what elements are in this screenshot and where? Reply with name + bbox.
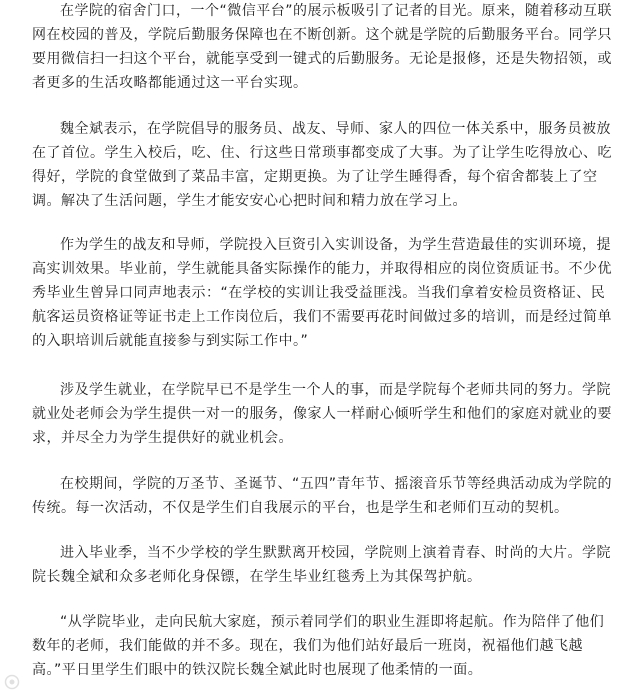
article-paragraph: 作为学生的战友和导师，学院投入巨资引入实训设备，为学生营造最佳的实训环境，提高实训效果。毕业前，学生就能具备实际操作的能力，并取得相应的岗位资质证书。不少优秀毕业生曾异口同声地表示：“在学校的实训让我受益匪浅。当我们拿着安检员资格证、民航客运员资格证等证书走上工作岗位后，我们不需要再花时间做过多的培训，而是经过简单的入职培训后就能直接参与到实际工作中。”: [32, 237, 612, 349]
article-paragraph: 进入毕业季，当不少学校的学生默默离开校园，学院则上演着青春、时尚的大片。学院院长魏全斌和众多老师化身保镖，在学生毕业红毯秀上为其保驾护航。: [32, 545, 611, 585]
article-paragraph: 在校期间，学院的万圣节、圣诞节、“五四”青年节、摇滚音乐节等经典活动成为学院的传统。每一次活动，不仅是学生们自我展示的平台，也是学生和老师们互动的契机。: [32, 476, 613, 516]
article-paragraph: 魏全斌表示，在学院倡导的服务员、战友、导师、家人的四位一体关系中，服务员被放在了首位。学生入校后，吃、住、行这些日常琐事都变成了大事。为了让学生吃得放心、吃得好，学院的食堂做到了菜品丰富，定期更换。为了让学生睡得香，每个宿舍都装上了空调。解决了生活问题，学生才能安安心心把时间和精力放在学习上。: [32, 121, 612, 209]
article-paragraph: 在学院的宿舍门口，一个“微信平台”的展示板吸引了记者的目光。原来，随着移动互联网在校园的普及，学院后勤服务保障也在不断创新。这个就是学院的后勤服务平台。同学只要用微信扫一扫这个平台，就能享受到一键式的后勤服务。无论是报修，还是失物招领，或者更多的生活攻略都能通过这一平台实现。: [32, 3, 613, 91]
article-paragraph: “从学院毕业，走向民航大家庭，预示着同学们的职业生涯即将起航。作为陪伴了他们数年的老师，我们能做的并不多。现在，我们为他们站好最后一班岗，祝福他们越飞越高。”平日里学生们眼中的铁汉院长魏全斌此时也展现了他柔情的一面。: [32, 614, 605, 678]
article-paragraph: 涉及学生就业，在学院早已不是学生一个人的事，而是学院每个老师共同的努力。学院就业处老师会为学生提供一对一的服务，像家人一样耐心倾听学生和他们的家庭对就业的要求，并尽全力为学生提供好的就业机会。: [32, 382, 612, 446]
watermark-logo-icon: [4, 674, 20, 690]
